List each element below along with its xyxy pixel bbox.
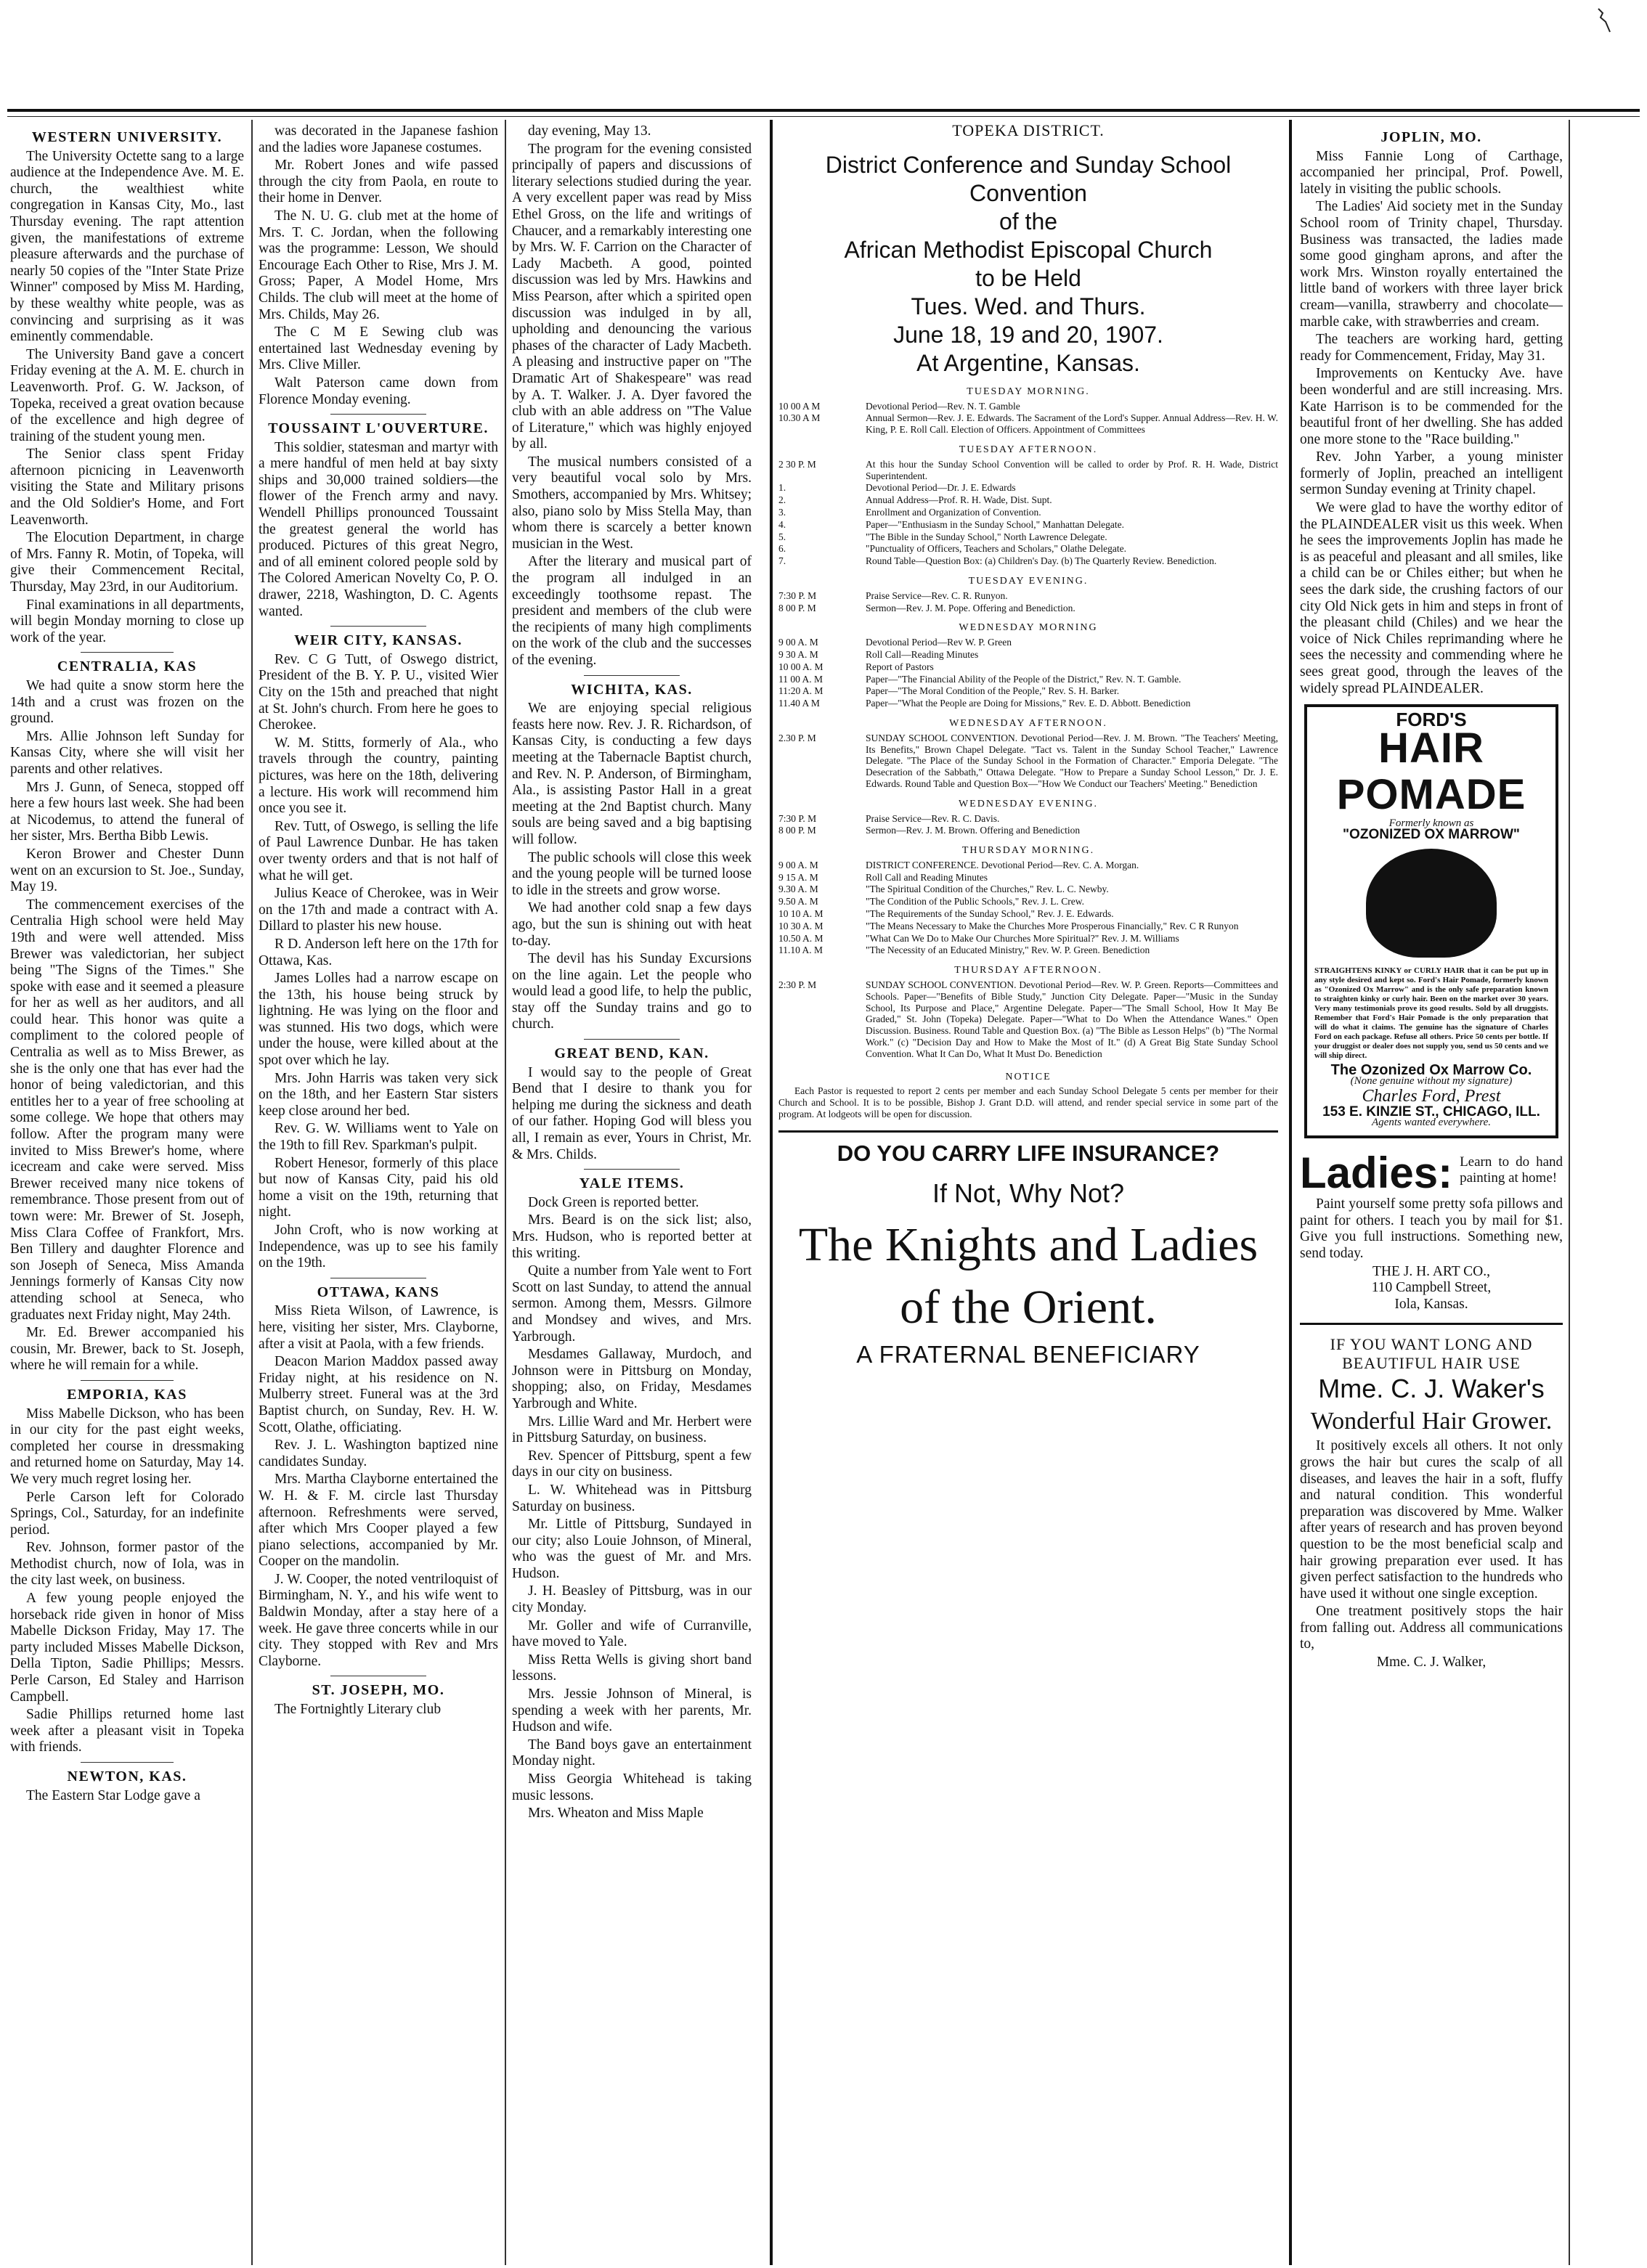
signature: Charles Ford, Prest (1362, 1087, 1501, 1106)
article-paragraph: Deacon Marion Maddox passed away Friday night, at his residence on N. Mulberry street. Funeral was at the 3rd Baptist church, on Sunday, Rev. H. W. Scott, Olathe, officiating. (259, 1354, 498, 1435)
ad-note: Agents wanted everywhere. (1372, 1117, 1491, 1129)
article-paragraph: The Fortnightly Literary club (274, 1702, 442, 1718)
article-paragraph: Mrs. Jessie Johnson of Mineral, is spending a week with her parents, Mr. Hudson and wife. (512, 1686, 752, 1735)
article-paragraph: Julius Keace of Cherokee, was in Weir on the 17th and made a contract with A. Dillard to plaster his new house. (259, 886, 498, 934)
ad-subhead: Learn to do hand painting at home! (1460, 1154, 1563, 1186)
article-paragraph: Rev. Tutt, of Oswego, is selling the life of Paul Lawrence Dunbar. He has taken over twenty orders and that is not half of what he will get. (259, 818, 498, 884)
section-divider (81, 1380, 174, 1381)
program-item (778, 543, 1278, 555)
program-description: "The Bible in the Sunday School," North Lawrence Delegate. (866, 531, 1107, 542)
ad-brand: Mme. C. J. Waker's (1318, 1374, 1545, 1404)
ad-headline: IF YOU WANT LONG AND BEAUTIFUL HAIR USE (1330, 1335, 1533, 1373)
program-description: SUNDAY SCHOOL CONVENTION. Devotional Period—Rev. W. P. Green. Reports—Committees and Schools. Paper—"Benefits of Bible Study," Junction City Delegate. Paper—"Music in the Sunday School, Its Purpose and Place," Argentine Delegate. Paper—"The Small School, How It May Be Graded," St. John (Topeka) Delegate. Paper—"What to Do When the Attendance Wanes." Open Discussion. Business. Round Table and Question Box. (a) "The Bible as Lesson Helps" (b) "The Normal Work." (c) "Decision Day and How to Make the Most of It." (d) A Great Big State Sunday School Convention. What It Can Do, What It Must Do. Benediction (866, 979, 1278, 1059)
program-description: At this hour the Sunday School Convention will be called to order by Prof. R. H. Wade, District Superintendent. (866, 458, 1278, 481)
ad-brand: FORD'S (1396, 709, 1467, 731)
program-item (778, 733, 1278, 790)
article-paragraph: I would say to the people of Great Bend that I desire to thank you for helping me during the sickness and death of our father. Hoping God will bless you all, I remain as ever, Yours in Christ, Mr. & Mrs. Childs. (512, 1064, 752, 1162)
ad-subhead: If Not, Why Not? (932, 1178, 1125, 1208)
program-time: 9 00 A. M (778, 859, 818, 870)
program-time: 10 30 A. M (778, 920, 824, 931)
program-description: "The Requirements of the Sunday School," Rev. J. E. Edwards. (866, 908, 1114, 920)
article-paragraph: We had quite a snow storm here the 14th and a crust was frozen on the ground. (10, 678, 244, 727)
article-paragraph: The program for the evening consisted principally of papers and discussions of literary selections studied during the year. A very excellent paper was read by Miss Ethel Gross, on the life and writings of Chaucer, and a remarkably interesting one by Mrs. W. F. Carrion on the Character of Lady Macbeth. A good, pointed discussion was led by Mrs. Hawkins and Miss Pearson, after which a spirited open discussion was indulged in by all, upholding and denouncing the various phases of the character of Lady Macbeth. A pleasing and instructive paper on "The Dramatic Art of Shakespeare" was read by A. T. Walker. J. A. Dyer favored the club with an able address on "The Value of Literature," which was highly enjoyed by all. (512, 141, 752, 452)
article-paragraph: The teachers are working hard, getting ready for Commencement, Friday, May 31. (1300, 332, 1563, 364)
program-time: 6. (778, 543, 786, 555)
article-paragraph: Keron Brower and Chester Dunn went on an excursion to St. Joe., Sunday, May 19. (10, 846, 244, 895)
column-divider (505, 120, 506, 2265)
program-item (778, 482, 1278, 494)
program-time: 9.50 A. M (778, 896, 818, 907)
program-item (778, 637, 1278, 648)
ad-divider (1300, 1323, 1563, 1325)
program-time: 9 30 A. M (778, 648, 818, 660)
column-divider (770, 120, 773, 2265)
ad-name: of the Orient. (900, 1280, 1157, 1334)
program-item (778, 685, 1278, 697)
session-heading: TUESDAY EVENING. (968, 575, 1089, 587)
program-headline: At Argentine, Kansas. (916, 349, 1140, 376)
article-paragraph: Mr. Little of Pittsburg, Sundayed in our city; also Louie Johnson, of Mineral, who was the guest of Mr. and Mrs. Hudson. (512, 1517, 752, 1581)
article-paragraph: The University Band gave a concert Friday evening at the A. M. E. church in Leavenworth. Prof. G. W. Jackson, of Topeka, received a great ovation because of the excellence and high degree of training of the student young men. (10, 346, 244, 444)
section-heading: WESTERN UNIVERSITY. (31, 129, 223, 145)
program-headline: African Methodist Episcopal Church (844, 236, 1213, 263)
signature: Mme. C. J. Walker, (1376, 1655, 1487, 1671)
article-paragraph: Miss Fannie Long of Carthage, accompanied her principal, Prof. Powell, lately in visiting the public schools. (1300, 148, 1563, 197)
program-time: 10 10 A. M (778, 908, 824, 920)
program-time: 7. (778, 555, 786, 567)
article-paragraph: Mrs. Beard is on the sick list; also, Mrs. Hudson, who is reported better at this writing. (512, 1212, 752, 1261)
program-description: Enrollment and Organization of Convention. (866, 506, 1041, 518)
article-paragraph: The musical numbers consisted of a very beautiful vocal solo by Mrs. Smothers, accompanied by Mrs. Whitsey; also, piano solo by Miss Stella May, than whom there is scarcely a better known musician in the West. (512, 454, 752, 552)
program-description: SUNDAY SCHOOL CONVENTION. Devotional Period—Rev. J. M. Brown. "The Teachers' Meeting, Its Benefits," Brown Chapel Delegate. "Tact vs. Talent in the Sunday School Teacher," Lawrence Delegate. "The Place of the Sunday School in the Formation of Character." Emporia Delegate. "The Desecration of the Sabbath," Ottawa Delegate. "How to Prepare a Sunday School Lesson," Dr. J. E. Edwards. Round Table and Question Box—"How We Conduct our Teachers' Meeting." Benediction (866, 732, 1278, 789)
column-divider (1289, 120, 1292, 2265)
program-time: 8 00 P. M (778, 602, 816, 613)
article-paragraph: Mrs. Martha Clayborne entertained the W. H. & F. M. circle last Thursday afternoon. Refreshments were served, after which Mrs Cooper played a few piano selections, accompanied by Mr. Cooper on the mandolin. (259, 1472, 498, 1570)
program-item (778, 921, 1278, 932)
program-headline: District Conference and Sunday School Convention (825, 151, 1232, 206)
article-paragraph: The Senior class spent Friday afternoon picnicing in Leavenworth visiting the State and Military prisons and the Old Soldier's Home, and Fort Leavenworth. (10, 446, 244, 528)
section-heading: TOUSSAINT L'OUVERTURE. (268, 420, 489, 437)
corner-smudge-icon (1594, 6, 1623, 35)
ad-product: HAIR POMADE (1336, 725, 1526, 819)
article-paragraph: The University Octette sang to a large audience at the Independence Ave. M. E. church, the wealthiest white congregation in Kansas City, Mo., last Thursday evening. The rapt attention given, the manifestations of extreme pleasure afterwards and the purchase of nearly 50 copies of the "Inter State Prize Winner" composed by Miss M. Harding, by these wealthy white people, was as convincing and surprising as it was eminently commendable. (10, 148, 244, 345)
program-time: 7:30 P. M (778, 590, 817, 601)
column-2 (259, 123, 498, 2265)
ad-body: STRAIGHTENS KINKY or CURLY HAIR that it can be put up in any style desired and kept so. Ford's Hair Pomade, formerly known as "Ozonized Ox Marrow" and is the only safe preparation known to straighten kinky or curly hair. Been on the market over 30 years. Very many testimonials prove its good results. Sold by all druggists. Remember that Ford's Hair Pomade is the only preparation that will do what it claims. The genuine has the signature of Charles Ford on each package. Refuse all others. Price 50 cents per bottle. If your druggist or dealer does not supply you, send us 50 cents and we will ship direct. (1314, 966, 1548, 1061)
program-item (778, 507, 1278, 518)
program-item (778, 590, 1278, 602)
program-item (778, 531, 1278, 543)
program-time: 2:30 P. M (778, 979, 817, 991)
section-heading: WICHITA, KAS. (571, 681, 693, 698)
program-item (778, 603, 1278, 614)
article-paragraph: Final examinations in all departments, will begin Monday morning to close up work of the year. (10, 597, 244, 645)
program-item (778, 813, 1278, 825)
ford-pomade-ad (1304, 704, 1558, 1138)
program-headline: Tues. Wed. and Thurs. (911, 293, 1146, 319)
article-paragraph: Rev. Spencer of Pittsburg, spent a few days in our city on business. (512, 1448, 752, 1480)
program-time: 9 15 A. M (778, 871, 818, 883)
article-paragraph: Miss Georgia Whitehead is taking music lessons. (512, 1771, 752, 1803)
portrait-silhouette-icon (1366, 849, 1497, 958)
program-time: 7:30 P. M (778, 812, 817, 824)
article-paragraph: We were glad to have the worthy editor of the PLAINDEALER visit us this week. When he sees the improvements Joplin has made he is as peaceful and pleasant and all smiles, like a child can be or Chiles either; but when he sees the dark side, the crushing factors of our city Old Nick gets in him and steps in front of the pleasant child (Chiles) and we hear the voice of Nick Chiles reprimanding where he sees the necessity and commending where he sees great good, through the leaves of the widely spread PLAINDEALER. (1300, 500, 1563, 696)
program-item (778, 884, 1278, 895)
section-heading: GREAT BEND, KAN. (554, 1045, 709, 1062)
district-heading: TOPEKA DISTRICT. (952, 123, 1105, 139)
article-paragraph: L. W. Whitehead was in Pittsburg Saturday on business. (512, 1482, 752, 1514)
article-paragraph: After the literary and musical part of the program all indulged in an exceedingly toothsome repast. The president and members of the club were the recipients of many high compliments on the work of the club and the successes of the evening. (512, 554, 752, 668)
section-divider (584, 1039, 680, 1040)
program-item (778, 674, 1278, 685)
session-heading: WEDNESDAY EVENING. (958, 798, 1099, 809)
masthead-rule (7, 109, 1640, 112)
program-description: "The Spiritual Condition of the Churches," Rev. L. C. Newby. (866, 884, 1109, 895)
program-item (778, 401, 1278, 412)
article-paragraph: J. H. Beasley of Pittsburg, was in our city Monday. (512, 1583, 752, 1616)
section-divider (584, 1169, 680, 1170)
program-description: Sermon—Rev. J. M. Brown. Offering and Benediction (866, 825, 1081, 836)
ad-company: The Ozonized Ox Marrow Co. (1330, 1062, 1532, 1079)
session-heading: WEDNESDAY MORNING (959, 622, 1098, 634)
ad-headline: DO YOU CARRY LIFE INSURANCE? (837, 1140, 1220, 1166)
article-paragraph: The public schools will close this week and the young people will be turned loose to idle in the streets and grow worse. (512, 849, 752, 898)
program-description: Roll Call and Reading Minutes (866, 871, 988, 883)
article-paragraph: Rev. C G Tutt, of Oswego district, President of the B. Y. P. U., visited Wier City on the 15th and preached that night at St. John's church. From here he goes to Cherokee. (259, 651, 498, 733)
article-paragraph: Walt Paterson came down from Florence Monday evening. (259, 375, 498, 407)
article-paragraph: The Elocution Department, in charge of Mrs. Fanny R. Motin, of Topeka, will give their Commencement Recital, Thursday, May 23rd, in our Auditorium. (10, 530, 244, 595)
program-description: Praise Service—Rev. R. C. Davis. (866, 812, 1000, 824)
masthead-rule-thin (7, 116, 1640, 117)
program-time: 10 00 A. M (778, 661, 824, 672)
program-item (778, 494, 1278, 506)
program-item (778, 860, 1278, 871)
article-paragraph: We are enjoying special religious feasts here now. Rev. J. R. Richardson, of Kansas City, is conducting a few days meeting at the Tabernacle Baptist church, and Rev. N. P. Anderson, of Birmingham, Ala., is assisting Pastor Hall in a great meeting at the 2nd Baptist church. Many souls are being saved and a big baptising will follow. (512, 701, 752, 847)
article-paragraph: The Ladies' Aid society met in the Sunday School room of Trinity chapel, Thursday. Business was transacted, the ladies made some good gingham aprons, and after the work Mrs. Winston royally entertained the little band of workers with three layer brick cream—vanilla, strawberry and chocolate—marble cake, with strawberries and cream. (1300, 199, 1563, 330)
program-item (778, 908, 1278, 920)
program-description: "The Condition of the Public Schools," Rev. J. L. Crew. (866, 896, 1084, 907)
program-item (778, 459, 1278, 482)
section-heading: ST. JOSEPH, MO. (312, 1682, 445, 1699)
article-paragraph: Mrs. Lillie Ward and Mr. Herbert were in Pittsburg Saturday, on business. (512, 1414, 752, 1446)
program-description: Sermon—Rev. J. M. Pope. Offering and Benediction. (866, 602, 1075, 613)
article-paragraph: Mrs. Allie Johnson left Sunday for Kansas City, where she will visit her parents and other relatives. (10, 728, 244, 777)
article-paragraph: We had another cold snap a few days ago, but the sun is shining out with heat to-day. (512, 900, 752, 949)
article-paragraph: Quite a number from Yale went to Fort Scott on last Sunday, to attend the annual sermon. Among them, Messrs. Gilmore and Mondsey and wives, and Mrs. Yarbrough. (512, 1263, 752, 1345)
ad-note: Formerly known as (1388, 817, 1474, 830)
ad-former-name: "OZONIZED OX MARROW" (1343, 827, 1520, 843)
program-time: 10.50 A. M (778, 932, 824, 944)
program-time: 8 00 P. M (778, 825, 816, 836)
program-description: Round Table—Question Box: (a) Children's Day. (b) The Quarterly Review. Benediction. (866, 555, 1217, 567)
section-divider (81, 652, 174, 653)
article-paragraph: The Band boys gave an entertainment Monday night. (512, 1737, 752, 1769)
ad-body: One treatment positively stops the hair from falling out. Address all communications to, (1300, 1604, 1563, 1652)
article-paragraph: Mr. Robert Jones and wife passed through the city from Paola, en route to their home in Denver. (259, 158, 498, 206)
program-item (778, 896, 1278, 907)
article-paragraph: J. W. Cooper, the noted ventriloquist of Birmingham, N. Y., and his wife went to Baldwin Monday, after a stay here of a week. He gave three concerts while in our city. They stopped with Rev and Mrs Clayborne. (259, 1571, 498, 1669)
notice-text: Each Pastor is requested to report 2 cents per member and each Sunday School Delegate 5 cents per member for their Church and School. It is to be possible, Bishop J. Grant D.D. will attend, and render special service in some part of the program. At lodgeots will be open for discussion. (778, 1085, 1278, 1120)
program-description: Devotional Period—Rev. N. T. Gamble (866, 400, 1020, 412)
section-divider (330, 414, 426, 415)
column-4-program (778, 123, 1278, 2265)
article-paragraph: Mrs J. Gunn, of Seneca, stopped off here a few hours last week. She had been at Nicodemus, to attend the funeral of her sister, Mrs. Bertha Bibb Lewis. (10, 779, 244, 844)
section-divider (584, 675, 680, 676)
ad-body: Paint yourself some pretty sofa pillows and paint for others. I teach you by mail for $1. Give you full instructions. Something new, send today. (1300, 1196, 1563, 1261)
article-paragraph: Dock Green is reported better. (528, 1194, 699, 1210)
program-item (778, 412, 1278, 436)
article-paragraph: was decorated in the Japanese fashion and the ladies wore Japanese costumes. (259, 123, 498, 155)
article-paragraph: Miss Retta Wells is giving short band lessons. (512, 1652, 752, 1684)
article-paragraph: The C M E Sewing club was entertained last Wednesday evening by Mrs. Clive Miller. (259, 325, 498, 373)
ad-body: It positively excels all others. It not only grows the hair but cures the scalp of all diseases, and leaves the hair in a soft, fluffy and natural condition. This wonderful preparation was discovered by Mme. Walker after years of research and has proven beyond question to be the most beneficial scalp and hair growing preparation ever used. It has given perfect satisfaction to the hundreds who have used it without one single exception. (1300, 1438, 1563, 1602)
article-paragraph: Mr. Goller and wife of Curranville, have moved to Yale. (512, 1618, 752, 1650)
program-time: 11.10 A. M (778, 945, 824, 956)
article-paragraph: Mrs. John Harris was taken very sick on the 18th, and her Eastern Star sisters keep close around her bed. (259, 1070, 498, 1119)
page-edge-rule (1569, 120, 1570, 2265)
program-item (778, 519, 1278, 531)
section-divider (330, 626, 426, 627)
article-paragraph: Rev. G. W. Williams went to Yale on the 19th to fill Rev. Sparkman's pulpit. (259, 1121, 498, 1154)
column-5 (1300, 123, 1563, 2265)
program-item (778, 661, 1278, 673)
program-item (778, 872, 1278, 884)
ad-address: 110 Campbell Street, (1371, 1280, 1492, 1296)
program-time: 4. (778, 518, 786, 530)
session-heading: TUESDAY AFTERNOON. (959, 444, 1098, 455)
program-time: 3. (778, 506, 786, 518)
program-time: 10.30 A M (778, 412, 821, 424)
program-time: 11.40 A M (778, 698, 820, 709)
program-item (778, 698, 1278, 709)
program-time: 2 30 P. M (778, 458, 816, 470)
program-description: Paper—"The Financial Ability of the People of the District," Rev. N. T. Gamble. (866, 673, 1182, 685)
ad-company: THE J. H. ART CO., (1372, 1263, 1491, 1279)
program-description: Roll Call—Reading Minutes (866, 648, 979, 660)
program-description: Paper—"Enthusiasm in the Sunday School," Manhattan Delegate. (866, 518, 1124, 530)
section-heading: JOPLIN, MO. (1380, 129, 1482, 145)
program-description: Report of Pastors (866, 661, 934, 672)
session-heading: THURSDAY AFTERNOON. (954, 965, 1102, 976)
program-item (778, 933, 1278, 945)
article-paragraph: Miss Rieta Wilson, of Lawrence, is here, visiting her sister, Mrs. Clayborne, after a visit at Paola, with a few friends. (259, 1303, 498, 1352)
program-item (778, 649, 1278, 661)
ad-address: Iola, Kansas. (1394, 1296, 1468, 1312)
ad-headline: Ladies: (1300, 1149, 1453, 1198)
program-item (778, 825, 1278, 836)
ladies-ad-header (1300, 1150, 1563, 1196)
article-paragraph: R D. Anderson left here on the 17th for Ottawa, Kas. (259, 936, 498, 968)
program-description: Devotional Period—Rev W. P. Green (866, 637, 1012, 648)
program-description: Paper—"The Moral Condition of the People," Rev. S. H. Barker. (866, 685, 1120, 697)
program-time: 9.30 A. M (778, 884, 818, 895)
program-description: "What Can We Do to Make Our Churches More Spiritual?" Rev. J. M. Williams (866, 932, 1179, 944)
section-heading: NEWTON, KAS. (67, 1769, 187, 1784)
column-3 (512, 123, 752, 2265)
article-paragraph: Mrs. Wheaton and Miss Maple (528, 1806, 704, 1822)
program-time: 10 00 A M (778, 400, 821, 412)
program-item (778, 945, 1278, 956)
article-paragraph: The devil has his Sunday Excursions on the line again. Let the people who would lead a good life, to help the public, stay off the Sunday trains and go to church. (512, 951, 752, 1032)
program-headline: of the (999, 208, 1058, 234)
column-1 (10, 123, 244, 2265)
program-time: 1. (778, 482, 786, 494)
section-heading: CENTRALIA, KAS (57, 658, 198, 675)
program-time: 11 00 A. M (778, 673, 824, 685)
program-item (778, 979, 1278, 1060)
ad-product: Wonderful Hair Grower. (1310, 1408, 1553, 1435)
article-paragraph: Rev. J. L. Washington baptized nine candidates Sunday. (259, 1437, 498, 1469)
ad-name: The Knights and Ladies (798, 1217, 1258, 1271)
program-time: 5. (778, 531, 786, 542)
program-description: Praise Service—Rev. C. R. Runyon. (866, 590, 1008, 601)
notice-heading: NOTICE (1005, 1071, 1052, 1082)
ad-footer: A FRATERNAL BENEFICIARY (856, 1340, 1200, 1368)
ad-note: (None genuine without my signature) (1350, 1075, 1513, 1088)
article-paragraph: Sadie Phillips returned home last week after a pleasant visit in Topeka with friends. (10, 1707, 244, 1755)
program-headline: June 18, 19 and 20, 1907. (893, 321, 1163, 348)
program-description: Annual Sermon—Rev. J. E. Edwards. The Sacrament of the Lord's Supper. Annual Address—Rev. H. W. King, P. E. Roll Call. Election of Officers. Appointment of Committees (866, 412, 1278, 436)
session-heading: WEDNESDAY AFTERNOON. (949, 717, 1107, 729)
program-description: DISTRICT CONFERENCE. Devotional Period—Rev. C. A. Morgan. (866, 859, 1139, 870)
session-heading: THURSDAY MORNING. (961, 845, 1095, 857)
article-paragraph: Improvements on Kentucky Ave. have been wonderful and are still increasing. Mrs. Kate Harrison is to be commended for the beautiful front of her dwelling. She has added one more stone to the "Race building." (1300, 366, 1563, 447)
article-paragraph: Mesdames Gallaway, Murdoch, and Johnson were in Pittsburg on Monday, shopping; also, on Friday, Mesdames Yarbrough and White. (512, 1347, 752, 1411)
program-time: 9 00 A. M (778, 637, 818, 648)
column-divider (251, 120, 253, 2265)
program-time: 2. (778, 494, 786, 506)
article-paragraph: Miss Mabelle Dickson, who has been in our city for the past eight weeks, completed her course in dressmaking and returned home on Saturday, May 14. We very much regret losing her. (10, 1406, 244, 1487)
article-paragraph: The Eastern Star Lodge gave a (26, 1787, 200, 1803)
article-paragraph: day evening, May 13. (528, 123, 651, 139)
article-paragraph: W. M. Stitts, formerly of Ala., who travels through the country, painting pictures, was here on the 18th, delivering a lecture. His work will recommend him once you see it. (259, 735, 498, 817)
program-description: "The Means Necessary to Make the Churches More Prosperous Financially," Rev. C R Runyon (866, 920, 1239, 931)
insurance-ad (778, 1130, 1278, 1371)
program-item (778, 555, 1278, 567)
article-paragraph: Rev. John Yarber, a young minister formerly of Joplin, preached an intelligent sermon Sunday evening at Trinity chapel. (1300, 449, 1563, 498)
section-heading: WEIR CITY, KANSAS. (294, 632, 463, 649)
article-paragraph: The commencement exercises of the Centralia High school were held May 19th and were well attended. Miss Brewer was valedictorian, her subject being "The Signs of the Times." She spoke with ease and it seemed a pleasure for her as well as her auditors, and all could hear. This honor was quite a compliment to the colored people of Centralia as well as to Miss Brewer, as she is the only one that has ever had the honor of being valedictorian, and this entitles her to a year of free schooling at some college. We hope that others may follow. After the program many were invited to Miss Brewer's home, where icecream and cake were served. Miss Brewer received many nice tokens of remembrance. Those present from out of town were: Mr. Brewer of St. Joseph, Miss Clara Coffee of Frankfort, Mrs. Ben Tillery and daughter Florence and son Joseph of Seneca, Miss Amanda Jennings formerly of Kansas City now attending school at Seneca, who graduates next Friday night, May 24th. (10, 897, 244, 1323)
article-paragraph: Mr. Ed. Brewer accompanied his cousin, Mr. Brewer, back to St. Joseph, where he will remain for a while. (10, 1325, 244, 1374)
program-description: "Punctuality of Officers, Teachers and Scholars," Olathe Delegate. (866, 543, 1126, 555)
section-heading: EMPORIA, KAS (67, 1386, 187, 1403)
program-description: Annual Address—Prof. R. H. Wade, Dist. Supt. (866, 494, 1052, 506)
section-heading: OTTAWA, KANS (317, 1284, 440, 1300)
article-paragraph: A few young people enjoyed the horseback ride given in honor of Miss Mabelle Dickson Friday, May 17. The party included Misses Mabelle Dickson, Della Tipton, Sadie Phillips; Messrs. Perle Carson, Ed Staley and Harrison Campbell. (10, 1591, 244, 1705)
program-description: Devotional Period—Dr. J. E. Edwards (866, 482, 1016, 494)
article-paragraph: James Lolles had a narrow escape on the 13th, his house being struck by lightning. He was lying on the floor and was stunned. His two dogs, which were under the house, were killed about at the spot over which he lay. (259, 971, 498, 1069)
article-paragraph: The N. U. G. club met at the home of Mrs. T. C. Jordan, when the following was the programme: Lesson, We should Encourage Each Other to Rise, Mrs J. M. Gross; Paper, A Model Home, Mrs Childs. The club will meet at the home of Mrs. Childs, May 26. (259, 208, 498, 322)
article-paragraph: Robert Henesor, formerly of this place but now of Kansas City, paid his old home a visit on the 19th, returning that night. (259, 1155, 498, 1220)
program-description: "The Necessity of an Educated Ministry," Rev. W. P. Green. Benediction (866, 945, 1150, 956)
program-time: 2.30 P. M (778, 732, 816, 743)
program-description: Paper—"What the People are Doing for Missions," Rev. E. D. Abbott. Benediction (866, 698, 1191, 709)
session-heading: TUESDAY MORNING. (967, 386, 1090, 397)
article-paragraph: Rev. Johnson, former pastor of the Methodist church, now of Iola, was in the city last week, on business. (10, 1540, 244, 1588)
article-paragraph: Perle Carson left for Colorado Springs, Col., Saturday, for an indefinite period. (10, 1489, 244, 1538)
program-time: 11:20 A. M (778, 685, 824, 697)
section-divider (81, 1762, 174, 1763)
ad-address: 153 E. KINZIE ST., CHICAGO, ILL. (1322, 1104, 1540, 1120)
article-paragraph: John Croft, who is now working at Independence, was up to see his family on the 19th. (259, 1223, 498, 1271)
section-heading: YALE ITEMS. (579, 1175, 685, 1192)
program-headline: to be Held (975, 264, 1081, 291)
article-paragraph: This soldier, statesman and martyr with a mere handful of men held at bay sixty ships and 30,000 trained soldiers—the flower of the French army and navy. Wendell Phillips pronounced Toussaint the greatest general the world has produced. Pictures of this great Negro, and of all eminent colored people sold by The Colored American Novelty Co, P. O. drawer, 2218, Washington, D. C. Agents wanted. (259, 439, 498, 619)
